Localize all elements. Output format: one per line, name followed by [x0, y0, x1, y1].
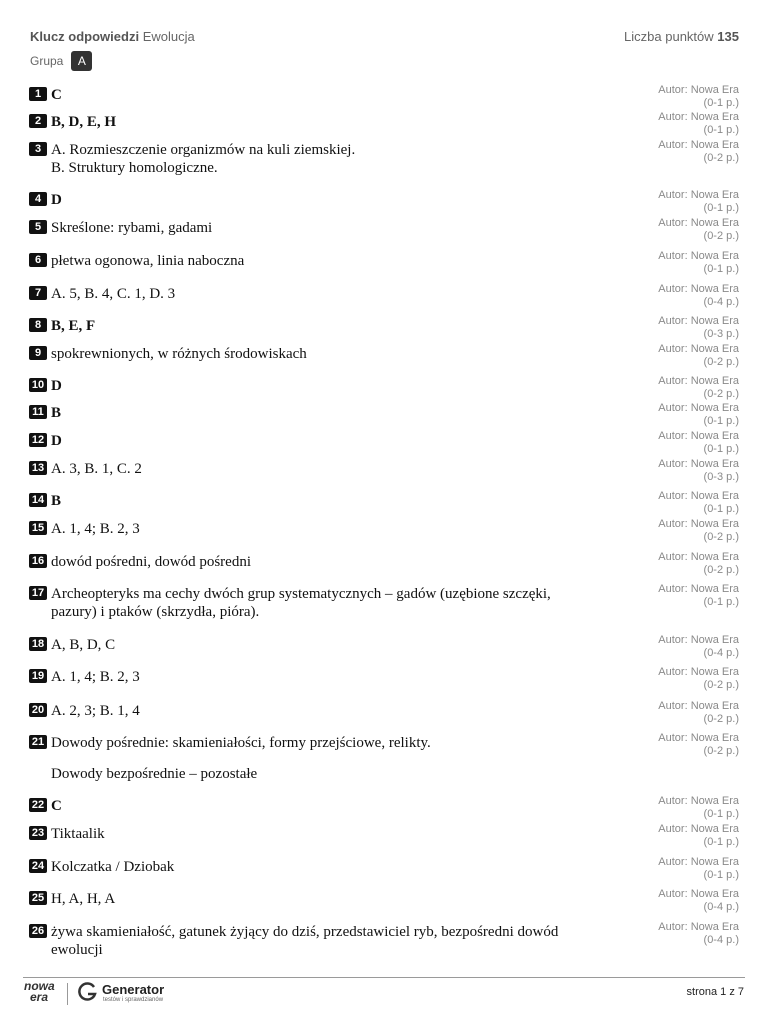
answer-text	[51, 923, 611, 959]
answer-line: B	[51, 405, 62, 421]
answer-line: A. 3, B. 1, C. 2	[51, 461, 142, 477]
answer-text	[51, 668, 611, 686]
points-range: (0-1 p.)	[703, 415, 739, 427]
document-header	[30, 28, 739, 72]
answer-text	[51, 702, 611, 720]
author-label: Autor: Nowa Era	[658, 315, 739, 327]
answer-text	[51, 345, 611, 363]
group-label: Grupa	[30, 54, 64, 68]
answer-meta	[658, 375, 739, 401]
author-label: Autor: Nowa Era	[658, 343, 739, 355]
points-range: (0-1 p.)	[703, 869, 739, 881]
answer-text	[51, 86, 611, 104]
author-label: Autor: Nowa Era	[658, 551, 739, 563]
answer-line: B. Struktury homologiczne.	[51, 160, 218, 176]
answer-meta	[658, 343, 739, 369]
author-label: Autor: Nowa Era	[658, 111, 739, 123]
answer-text	[51, 636, 611, 654]
question-number-badge: 26	[29, 924, 47, 938]
question-number-badge: 20	[29, 703, 47, 717]
question-number-badge: 25	[29, 891, 47, 905]
answer-text	[51, 585, 611, 621]
answer-meta	[658, 111, 739, 137]
title-topic: Ewolucja	[142, 29, 195, 44]
answer-line: D	[51, 192, 62, 208]
answer-text	[51, 191, 611, 209]
question-number-badge: 19	[29, 669, 47, 683]
question-number-badge: 12	[29, 433, 47, 447]
title-bold: Klucz odpowiedzi	[30, 29, 140, 44]
question-number-badge: 22	[29, 798, 47, 812]
points-range: (0-4 p.)	[703, 647, 739, 659]
answer-line: Kolczatka / Dziobak	[51, 859, 175, 875]
answer-line: A. 1, 4; B. 2, 3	[51, 669, 140, 685]
question-number-badge: 24	[29, 859, 47, 873]
answer-meta	[658, 430, 739, 456]
question-number-badge: 13	[29, 461, 47, 475]
answer-line: B, D, E, H	[51, 114, 117, 130]
logo-line-1: nowa	[24, 979, 55, 993]
answer-line: A. 5, B. 4, C. 1, D. 3	[51, 286, 176, 302]
points-range: (0-2 p.)	[703, 356, 739, 368]
answer-text	[51, 825, 611, 843]
author-label: Autor: Nowa Era	[658, 458, 739, 470]
answer-line: H, A, H, A	[51, 891, 116, 907]
answer-line: Archeopteryks ma cechy dwóch grup systematycznych – gadów (uzębione szczęki,	[51, 586, 551, 602]
answer-text	[51, 734, 611, 783]
generator-g-icon	[78, 982, 98, 1002]
question-number-badge: 23	[29, 826, 47, 840]
answer-line: Tiktaalik	[51, 826, 105, 842]
question-number-badge: 15	[29, 521, 47, 535]
answer-line: dowód pośredni, dowód pośredni	[51, 554, 251, 570]
points-range: (0-1 p.)	[703, 836, 739, 848]
points-range: (0-1 p.)	[703, 97, 739, 109]
question-number-badge: 21	[29, 735, 47, 749]
answer-line: B, E, F	[51, 318, 96, 334]
author-label: Autor: Nowa Era	[658, 217, 739, 229]
answer-line: Dowody pośrednie: skamieniałości, formy przejściowe, relikty.	[51, 735, 431, 751]
points-range: (0-1 p.)	[703, 202, 739, 214]
author-label: Autor: Nowa Era	[658, 430, 739, 442]
answer-line: C	[51, 87, 62, 103]
question-number-badge: 8	[29, 318, 47, 332]
points-value: 135	[717, 29, 739, 44]
answer-text	[51, 219, 611, 237]
answer-line	[51, 752, 611, 765]
answer-text	[51, 492, 611, 510]
question-number-badge: 6	[29, 253, 47, 267]
nowa-era-logo	[24, 981, 55, 1003]
group-indicator	[30, 51, 92, 71]
points-range: (0-2 p.)	[703, 152, 739, 164]
footer-logo-separator	[67, 983, 68, 1005]
answer-text	[51, 285, 611, 303]
author-label: Autor: Nowa Era	[658, 250, 739, 262]
points-range: (0-1 p.)	[703, 503, 739, 515]
points-range: (0-1 p.)	[703, 124, 739, 136]
answer-text	[51, 404, 611, 422]
answer-meta	[658, 315, 739, 341]
author-label: Autor: Nowa Era	[658, 921, 739, 933]
question-number-badge: 14	[29, 493, 47, 507]
answer-line: A. 1, 4; B. 2, 3	[51, 521, 140, 537]
points-range: (0-1 p.)	[703, 443, 739, 455]
answer-text	[51, 553, 611, 571]
answer-meta	[658, 732, 739, 758]
author-label: Autor: Nowa Era	[658, 518, 739, 530]
author-label: Autor: Nowa Era	[658, 856, 739, 868]
author-label: Autor: Nowa Era	[658, 490, 739, 502]
answer-line: spokrewnionych, w różnych środowiskach	[51, 346, 307, 362]
points-range: (0-1 p.)	[703, 263, 739, 275]
answer-text	[51, 520, 611, 538]
author-label: Autor: Nowa Era	[658, 375, 739, 387]
points-range: (0-2 p.)	[703, 679, 739, 691]
answer-text	[51, 890, 611, 908]
points-range: (0-1 p.)	[703, 808, 739, 820]
answer-meta	[658, 490, 739, 516]
author-label: Autor: Nowa Era	[658, 666, 739, 678]
answer-line: ewolucji	[51, 942, 103, 958]
answer-meta	[658, 402, 739, 428]
points-range: (0-4 p.)	[703, 901, 739, 913]
answer-text	[51, 797, 611, 815]
answer-meta	[658, 583, 739, 609]
answer-meta	[658, 283, 739, 309]
answer-meta	[658, 921, 739, 947]
answer-meta	[658, 518, 739, 544]
points-range: (0-2 p.)	[703, 713, 739, 725]
answer-text	[51, 432, 611, 450]
author-label: Autor: Nowa Era	[658, 700, 739, 712]
answer-meta	[658, 139, 739, 165]
answer-meta	[658, 634, 739, 660]
answer-meta	[658, 888, 739, 914]
answer-meta	[658, 551, 739, 577]
answer-meta	[658, 856, 739, 882]
generator-title: Generator	[102, 982, 165, 997]
author-label: Autor: Nowa Era	[658, 583, 739, 595]
answer-line: płetwa ogonowa, linia naboczna	[51, 253, 245, 269]
points-label: Liczba punktów	[624, 29, 714, 44]
answer-meta	[658, 700, 739, 726]
total-points	[624, 29, 739, 44]
answer-text	[51, 252, 611, 270]
author-label: Autor: Nowa Era	[658, 84, 739, 96]
group-badge: A	[71, 51, 92, 71]
question-number-badge: 16	[29, 554, 47, 568]
answer-text	[51, 113, 611, 131]
answer-meta	[658, 189, 739, 215]
footer-divider	[23, 977, 745, 978]
answer-line: A. 2, 3; B. 1, 4	[51, 703, 140, 719]
logo-line-2: era	[30, 990, 49, 1004]
points-range: (0-2 p.)	[703, 230, 739, 242]
answer-text	[51, 317, 611, 335]
question-number-badge: 11	[29, 405, 47, 419]
answer-text	[51, 377, 611, 395]
author-label: Autor: Nowa Era	[658, 888, 739, 900]
question-number-badge: 9	[29, 346, 47, 360]
answer-line: pazury) i ptaków (skrzydła, pióra).	[51, 604, 260, 620]
author-label: Autor: Nowa Era	[658, 634, 739, 646]
answer-meta	[658, 795, 739, 821]
answer-line: Skreślone: rybami, gadami	[51, 220, 213, 236]
points-range: (0-2 p.)	[703, 564, 739, 576]
points-range: (0-2 p.)	[703, 531, 739, 543]
generator-subtitle: testów i sprawdzianów	[103, 997, 164, 1003]
author-label: Autor: Nowa Era	[658, 283, 739, 295]
points-range: (0-1 p.)	[703, 596, 739, 608]
document-title	[30, 29, 195, 44]
answer-line: D	[51, 433, 62, 449]
answer-line: Dowody bezpośrednie – pozostałe	[51, 766, 258, 782]
author-label: Autor: Nowa Era	[658, 823, 739, 835]
points-range: (0-2 p.)	[703, 388, 739, 400]
question-number-badge: 10	[29, 378, 47, 392]
question-number-badge: 7	[29, 286, 47, 300]
question-number-badge: 17	[29, 586, 47, 600]
author-label: Autor: Nowa Era	[658, 732, 739, 744]
answer-meta	[658, 84, 739, 110]
points-range: (0-4 p.)	[703, 934, 739, 946]
answer-line: A, B, D, C	[51, 637, 116, 653]
author-label: Autor: Nowa Era	[658, 139, 739, 151]
question-number-badge: 1	[29, 87, 47, 101]
answer-text	[51, 858, 611, 876]
author-label: Autor: Nowa Era	[658, 795, 739, 807]
answer-meta	[658, 666, 739, 692]
question-number-badge: 4	[29, 192, 47, 206]
question-number-badge: 2	[29, 114, 47, 128]
answer-meta	[658, 217, 739, 243]
points-range: (0-3 p.)	[703, 471, 739, 483]
points-range: (0-2 p.)	[703, 745, 739, 757]
answer-line: D	[51, 378, 62, 394]
author-label: Autor: Nowa Era	[658, 402, 739, 414]
author-label: Autor: Nowa Era	[658, 189, 739, 201]
points-range: (0-4 p.)	[703, 296, 739, 308]
answer-text	[51, 460, 611, 478]
answer-line: C	[51, 798, 62, 814]
answer-meta	[658, 250, 739, 276]
page-number: strona 1 z 7	[686, 986, 744, 998]
answer-line: żywa skamieniałość, gatunek żyjący do dziś, przedstawiciel ryb, bezpośredni dowód	[51, 924, 559, 940]
answer-line: B	[51, 493, 62, 509]
answer-text	[51, 141, 611, 177]
answer-line: A. Rozmieszczenie organizmów na kuli ziemskiej.	[51, 142, 356, 158]
question-number-badge: 3	[29, 142, 47, 156]
answer-meta	[658, 458, 739, 484]
question-number-badge: 5	[29, 220, 47, 234]
question-number-badge: 18	[29, 637, 47, 651]
points-range: (0-3 p.)	[703, 328, 739, 340]
answer-meta	[658, 823, 739, 849]
